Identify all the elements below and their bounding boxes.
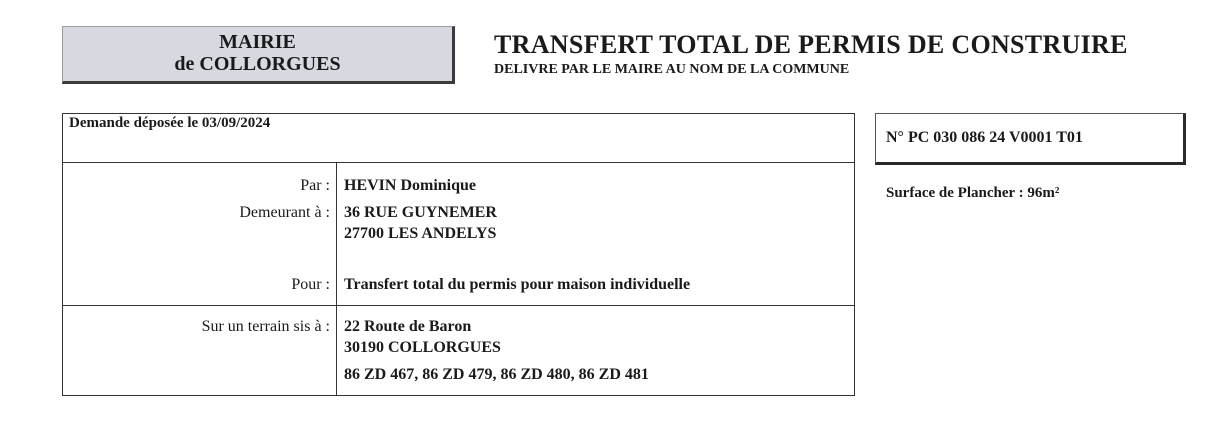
mairie-commune: de COLLORGUES	[174, 53, 341, 75]
applicant-labels	[63, 163, 337, 306]
applicant-values	[337, 163, 855, 306]
applicant-address-line1: 36 RUE GUYNEMER	[344, 204, 497, 221]
request-date: Demande déposée le 03/09/2024	[63, 114, 855, 163]
permit-number: N° PC 030 086 24 V0001 T01	[886, 129, 1083, 146]
terrain-address-line2: 30190 COLLORGUES	[344, 339, 501, 356]
terrain-values	[337, 306, 855, 396]
mairie-box	[62, 26, 455, 84]
request-date-row	[63, 114, 855, 163]
document-subtitle: DELIVRE PAR LE MAIRE AU NOM DE LA COMMUNE	[494, 62, 850, 77]
terrain-address-line1: 22 Route de Baron	[344, 318, 472, 335]
par-label: Par :	[300, 177, 330, 194]
applicant-section	[63, 163, 855, 306]
request-purpose: Transfert total du permis pour maison individuelle	[344, 276, 691, 293]
document-title: TRANSFERT TOTAL DE PERMIS DE CONSTRUIRE	[494, 30, 1128, 59]
terrain-section	[63, 306, 855, 396]
pour-label: Pour :	[291, 276, 330, 293]
cadastral-parcels: 86 ZD 467, 86 ZD 479, 86 ZD 480, 86 ZD 481	[344, 366, 649, 383]
applicant-name: HEVIN Dominique	[344, 177, 477, 194]
terrain-label: Sur un terrain sis à :	[201, 318, 330, 335]
demeurant-label: Demeurant à :	[239, 204, 330, 221]
permit-number-box	[875, 113, 1186, 165]
request-table	[62, 113, 855, 396]
floor-surface: Surface de Plancher : 96m²	[886, 185, 1060, 201]
applicant-address-line2: 27700 LES ANDELYS	[344, 225, 497, 242]
terrain-labels	[63, 306, 337, 396]
mairie-title: MAIRIE	[219, 31, 296, 53]
